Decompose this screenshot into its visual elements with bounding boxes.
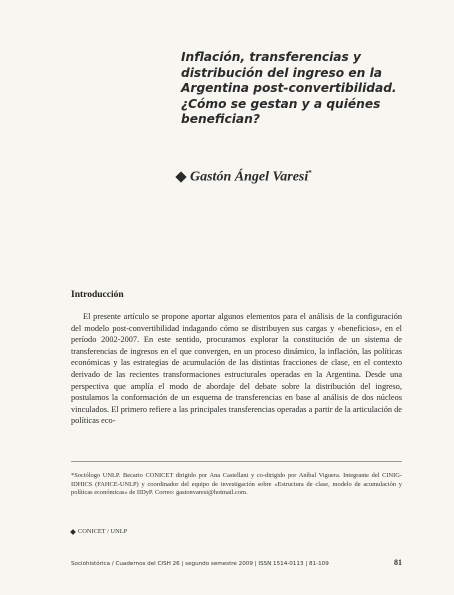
author-footnote-mark: * — [308, 168, 312, 177]
page-number: 81 — [394, 558, 402, 567]
section-heading: Introducción — [71, 290, 124, 300]
author-footnote: *Sociólogo UNLP. Becario CONICET dirigido por Ana Castellani y co-dirigido por Aníbal Viguera. Integrante del CINIG-IDHICS (FAHCE-UNLP) y coordinador del equipo de investigación sobre «Estructura de clase, modelo de acumulación y políticas económicas» de IIDyP. Correo: gastonvaresi@hotmail.com. — [71, 472, 402, 497]
diamond-bullet-icon — [175, 171, 186, 182]
title-line: distribución del ingreso en la — [181, 65, 382, 80]
body-paragraph: El presente artículo se propone aportar algunos elementos para el análisis de la configuración del modelo post-convertibilidad indagando cómo se distribuyen sus cargas y «beneficios», en el período 2002-2007. En este sentido, procuramos explorar la constitución de un sistema de transferencias de ingresos en el que convergen, en un proceso dinámico, la inflación, las políticas económicas y las estrategias de acumulación de las distintas fracciones de clase, en el contexto derivado de las recientes transformaciones estructurales operadas en la Argentina. Desde una perspectiva que amplía el modo de abordaje del debate sobre la distribución del ingreso, postulamos la conformación de un esquema de transferencias en base al análisis de dos núcleos vinculados. El primero refiere a las principales transferencias operadas a partir de la articulación de políticas eco- — [71, 312, 402, 426]
article-title — [181, 50, 401, 128]
title-line: Inflación, transferencias y — [181, 50, 361, 64]
footnote-divider — [71, 461, 402, 462]
affiliation-text: CONICET / UNLP — [78, 528, 128, 535]
running-footer — [71, 558, 402, 567]
journal-citation: Sociohistórica / Cuadernos del CISH 26 | segundo semestre 2009 | ISSN 1514-0113 | 81-109 — [71, 561, 329, 567]
diamond-bullet-icon — [70, 529, 76, 535]
title-line: ¿Cómo se gestan y a quiénes — [181, 96, 381, 111]
author-name: Gastón Ángel Varesi* — [190, 168, 312, 185]
title-line: Argentina post-convertibilidad. — [181, 81, 397, 95]
author-line — [177, 168, 312, 186]
title-line: benefician? — [181, 112, 260, 126]
affiliation-note — [71, 528, 127, 535]
